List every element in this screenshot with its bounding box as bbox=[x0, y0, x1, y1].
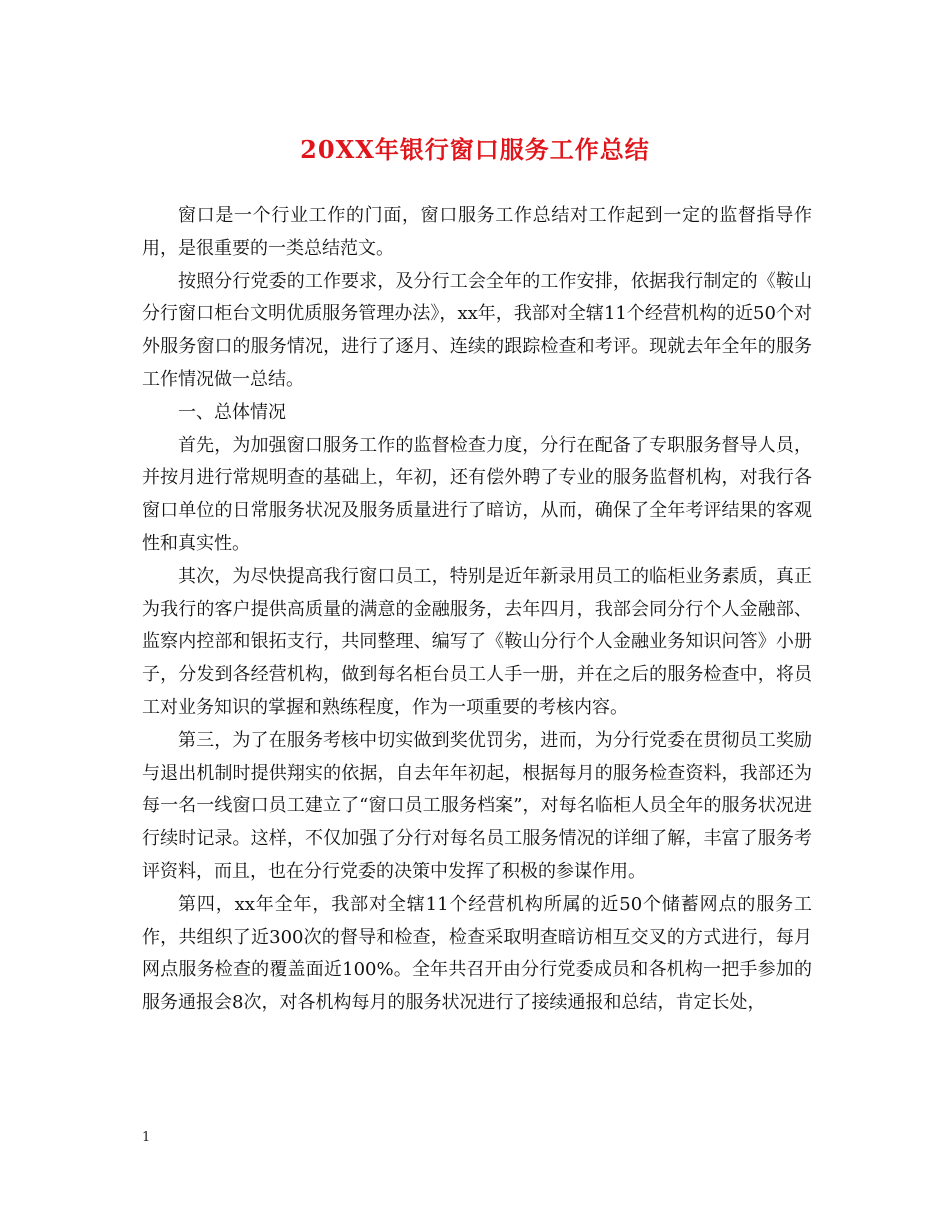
page-number: 1 bbox=[142, 1130, 151, 1145]
paragraph-third: 第三，为了在服务考核中切实做到奖优罚劣，进而，为分行党委在贯彻员工奖励与退出机制时提供翔实的依据，自去年年初起，根据每月的服务检查资料，我部还为每一名一线窗口员工建立了“窗口员工服务档案”，对每名临柜人员全年的服务状况进行续时记录。这样，不仅加强了分行对每名员工服务情况的详细了解，丰富了服务考评资料，而且，也在分行党委的决策中发挥了积极的参谋作用。 bbox=[142, 729, 812, 882]
document-body bbox=[142, 200, 812, 1020]
section-heading-overall: 一、总体情况 bbox=[178, 401, 286, 423]
paragraph-second: 其次，为尽快提高我行窗口员工，特别是近年新录用员工的临柜业务素质，真正为我行的客户提供高质量的满意的金融服务，去年四月，我部会同分行个人金融部、监察内控部和银拓支行，共同整理、编写了《鞍山分行个人金融业务知识问答》小册子，分发到各经营机构，做到每名柜台员工人手一册，并在之后的服务检查中，将员工对业务知识的掌握和熟练程度，作为一项重要的考核内容。 bbox=[142, 565, 812, 718]
paragraph-first: 首先，为加强窗口服务工作的监督检查力度，分行在配备了专职服务督导人员，并按月进行常规明查的基础上，年初，还有偿外聘了专业的服务监督机构，对我行各窗口单位的日常服务状况及服务质量进行了暗访，从而，确保了全年考评结果的客观性和真实性。 bbox=[142, 434, 812, 554]
paragraph-intro: 窗口是一个行业工作的门面，窗口服务工作总结对工作起到一定的监督指导作用，是很重要的一类总结范文。 bbox=[142, 205, 812, 259]
paragraph-fourth: 第四，xx年全年，我部对全辖11个经营机构所属的近50个储蓄网点的服务工作，共组织了近300次的督导和检查，检查采取明查暗访相互交叉的方式进行，每月网点服务检查的覆盖面近100%。全年共召开由分行党委成员和各机构一把手参加的服务通报会8次，对各机构每月的服务状况进行了接续通报和总结，肯定长处， bbox=[142, 893, 812, 1014]
document-title: 20XX年银行窗口服务工作总结 bbox=[300, 135, 650, 164]
paragraph-background: 按照分行党委的工作要求，及分行工会全年的工作安排，依据我行制定的《鞍山分行窗口柜台文明优质服务管理办法》，xx年，我部对全辖11个经营机构的近50个对外服务窗口的服务情况，进行了逐月、连续的跟踪检查和考评。现就去年全年的服务工作情况做一总结。 bbox=[142, 270, 812, 390]
